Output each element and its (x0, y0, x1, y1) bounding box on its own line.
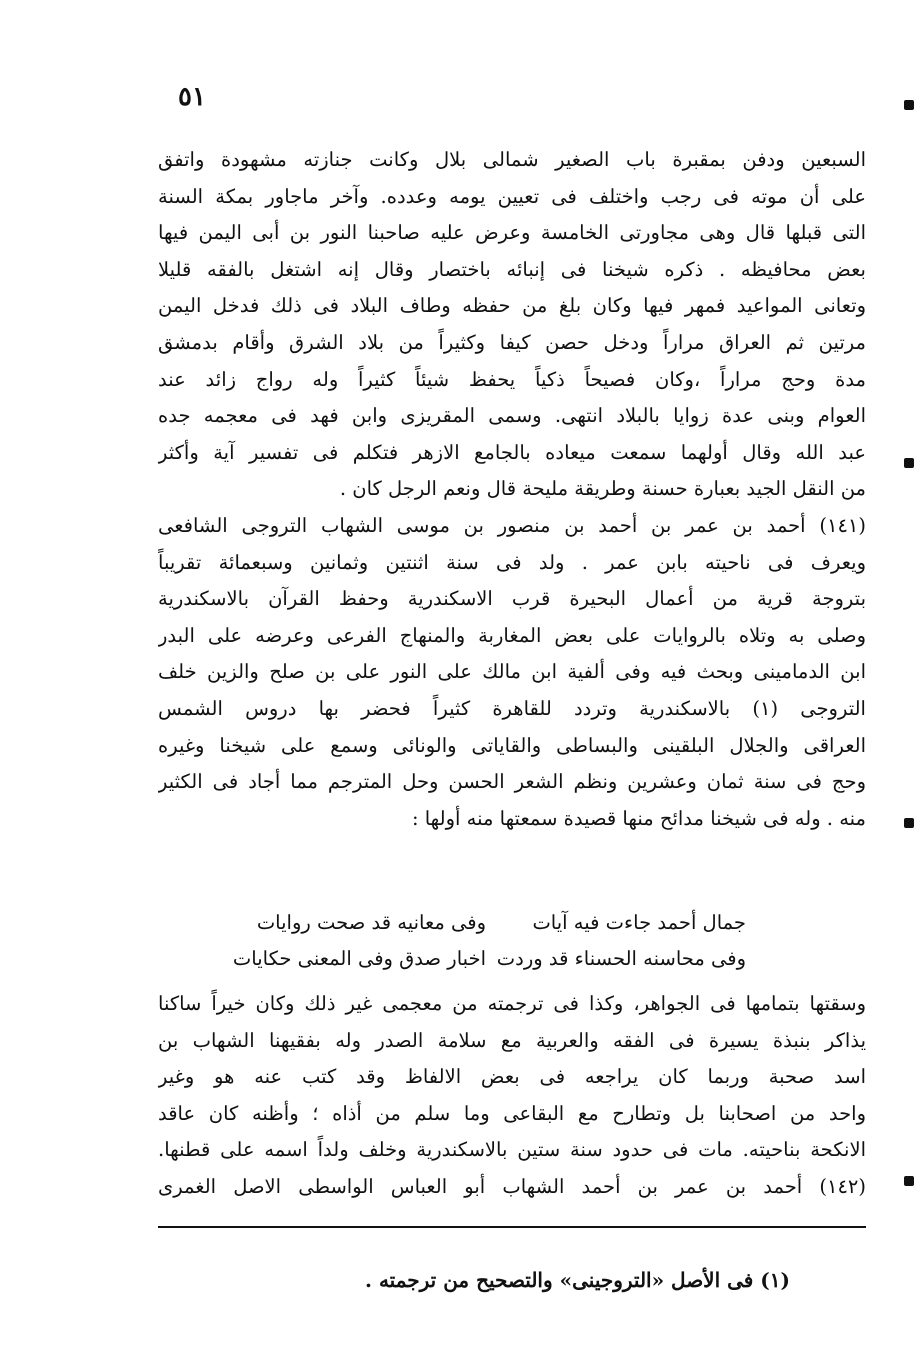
text-line: السبعين ودفن بمقبرة باب الصغير شمالى بلال وكانت جنازته مشهودة واتفق (158, 148, 866, 171)
text-line: بعض محافيظه . ذكره شيخنا فى إنبائه باختصار وقال إنه اشتغل بالفقه قليلا (158, 257, 866, 281)
page-number: ٥١ (178, 82, 206, 112)
footnote: (١) فى الأصل «التروجينى» والتصحيح من ترجمته . (365, 1268, 790, 1292)
margin-mark (904, 458, 914, 468)
text-line: منه . وله فى شيخنا مدائح منها قصيدة سمعتها منه أولها : (411, 806, 866, 830)
text-line: الانكحة بناحيته. مات فى حدود سنة ستين بالاسكندرية وخلف ولداً اسمه على قطنها. (158, 1138, 866, 1162)
verse-2-first-hemistich: وفى محاسنه الحسناء قد وردت (496, 947, 746, 970)
continuation-text-block (158, 986, 866, 1206)
text-line: العراقى والجلال البلقينى والبساطى والقاياتى والونائى وسمع على شيخنا وغيره (158, 733, 866, 757)
text-line: العوام وبنى عدة زوايا بالبلاد انتهى. وسمى المقريزى وابن فهد فى معجمه جده (158, 404, 866, 428)
text-line: من النقل الجيد بعبارة حسنة وطريقة مليحة قال ونعم الرجل كان . (339, 477, 866, 501)
text-line: يذاكر بنبذة يسيرة فى الفقه والعربية مع سلامة الصدر وله بفقيهنا الشهاب بن (158, 1028, 866, 1052)
main-text-block (158, 142, 866, 837)
text-line: وحج فى سنة ثمان وعشرين ونظم الشعر الحسن وحل المترجم مما أجاد فى الكثير (158, 770, 866, 794)
text-line: واحد من اصحابنا بل وتطارح مع البقاعى وما سلم من أذاه ؛ وأظنه كان عاقد (158, 1101, 866, 1125)
text-line: وصلى به وتلاه بالروايات على بعض المغاربة والمنهاج الفرعى وعرضه على البدر (158, 623, 866, 647)
text-line: مدة وحج مراراً ،وكان فصيحاً ذكياً يحفظ شيئاً كثيراً وله رواج زائد عند (158, 367, 866, 391)
text-line: اسد صحبة وربما كان يراجعه فى بعض الالفاظ وقد كتب عنه هو وغير (158, 1065, 866, 1089)
entry-141-heading: (١٤١) أحمد بن عمر بن أحمد بن منصور بن موسى الشهاب التروجى الشافعى (158, 513, 866, 537)
text-line: وسقتها بتمامها فى الجواهر، وكذا فى ترجمته من معجمى غير ذلك وكان خيراً ساكنا (158, 992, 866, 1015)
footnote-divider (158, 1226, 866, 1228)
verse-2-second-hemistich: اخبار صدق وفى المعنى حكايات (232, 947, 486, 970)
text-line: ويعرف فى ناحيته بابن عمر . ولد فى سنة اثنتين وثمانين وسبعمائة تقريباً (158, 550, 866, 574)
verse-1-first-hemistich: جمال أحمد جاءت فيه آيات (532, 911, 746, 934)
text-line: مرتين ثم العراق مراراً ودخل حصن كيفا وكثيراً من بلاد الشرق وأقام بدمشق (158, 330, 866, 354)
text-line: ابن الدمامينى وبحث فيه وفى ألفية ابن مالك على النور على بن صلح والزين خلف (158, 660, 866, 684)
text-line: على أن موته فى رجب واختلف فى تعيين يومه وعدده. وآخر ماجاور بمكة السنة (158, 184, 866, 208)
text-line: التى قبلها قال وهى مجاورتى الخامسة وعرض عليه صاحبنا النور بن أبى اليمن فيها (158, 221, 866, 245)
text-line: التروجى (١) بالاسكندرية وتردد للقاهرة كثيراً فحضر بها دروس الشمس (158, 696, 866, 720)
text-line: وتعانى المواعيد فمهر فيها وكان بلغ من حفظه وطاف البلاد فى ذلك فدخل اليمن (158, 294, 866, 318)
margin-mark (904, 818, 914, 828)
margin-mark (904, 1176, 914, 1186)
verse-1-second-hemistich: وفى معانيه قد صحت روايات (256, 911, 486, 934)
text-line: عبد الله وقال أولهما سمعت ميعاده بالجامع الازهر فتكلم فى تفسير آية وأكثر (158, 440, 866, 464)
margin-mark (904, 100, 914, 110)
entry-142-heading: (١٤٢) أحمد بن عمر بن أحمد الشهاب أبو العباس الواسطى الاصل الغمرى (158, 1174, 866, 1198)
text-line: بتروجة قرية من أعمال البحيرة قرب الاسكندرية وحفظ القرآن بالاسكندرية (158, 587, 866, 611)
